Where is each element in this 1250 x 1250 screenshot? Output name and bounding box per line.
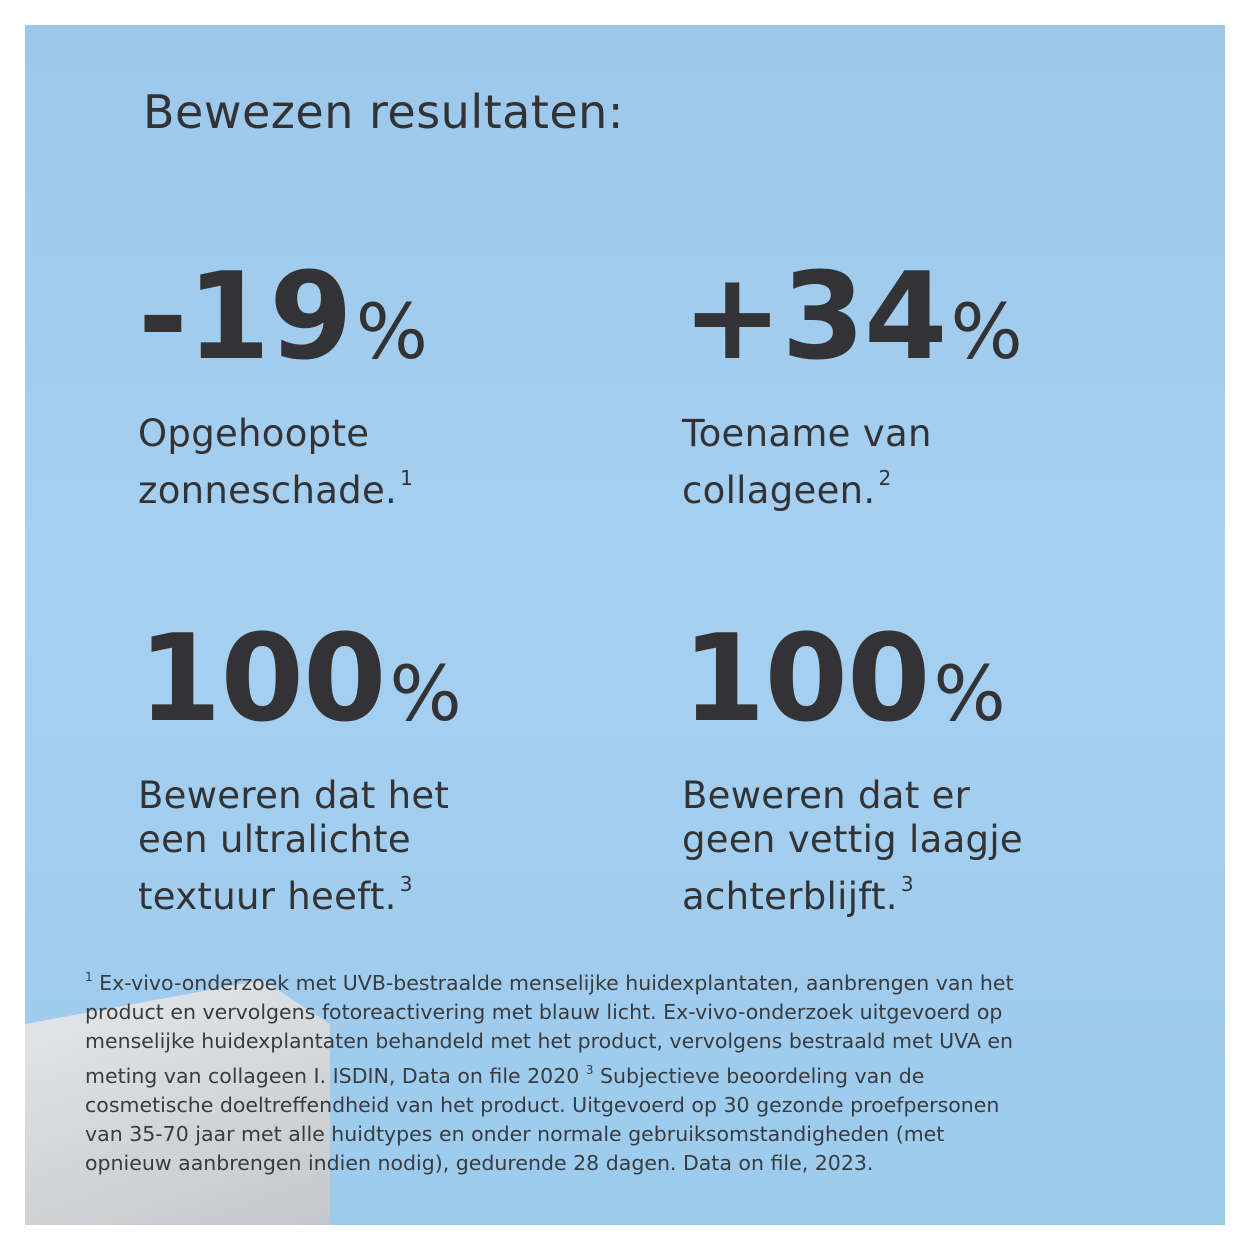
- stat-value: [682, 610, 1023, 749]
- stat-description-line: Beweren dat er: [682, 774, 971, 817]
- stat-description: [682, 412, 1023, 513]
- stat-accumulated-sun-damage: [138, 248, 429, 513]
- footnote-line: Subjectieve beoordeling van de: [593, 1064, 925, 1088]
- stat-value: [682, 248, 1023, 387]
- footnote-line: opnieuw aanbrengen indien nodig), gedurende 28 dagen. Data on file, 2023.: [85, 1151, 874, 1175]
- stat-description-line: collageen.: [682, 469, 876, 512]
- page-title: Bewezen resultaten:: [143, 85, 624, 139]
- stat-description-line: geen vettig laagje: [682, 818, 1023, 861]
- stat-ultralight-texture: [138, 610, 462, 919]
- stat-number: 100: [138, 610, 386, 749]
- footnote-ref: 3: [900, 872, 914, 896]
- infographic-panel: [25, 25, 1225, 1225]
- stat-description-line: zonneschade.: [138, 469, 398, 512]
- footnote-ref: 3: [399, 872, 413, 896]
- footnote-line: menselijke huidexplantaten behandeld met het product, vervolgens bestraald met UVA en: [85, 1029, 1013, 1053]
- stat-value: [138, 610, 462, 749]
- stat-description: [682, 774, 1023, 919]
- stat-description-line: Beweren dat het: [138, 774, 450, 817]
- stat-unit: %: [933, 649, 1006, 738]
- stat-no-greasy-layer: [682, 610, 1023, 919]
- stat-number: -19: [138, 248, 352, 387]
- footnote-marker: 3: [585, 1063, 594, 1077]
- stat-unit: %: [355, 287, 429, 376]
- stat-number: +34: [682, 248, 947, 387]
- stat-description: [138, 774, 462, 919]
- stat-description-line: Opgehoopte: [138, 412, 370, 455]
- footnote-ref: 1: [400, 466, 414, 490]
- stat-description-line: textuur heeft.: [138, 875, 397, 918]
- footnotes: [85, 963, 1175, 1178]
- stat-description-line: Toename van: [682, 412, 932, 455]
- footnote-line: van 35-70 jaar met alle huidtypes en onder normale gebruiksomstandigheden (met: [85, 1122, 945, 1146]
- footnote-marker: 1: [85, 970, 93, 984]
- footnote-ref: 2: [878, 466, 892, 490]
- stat-value: [138, 248, 429, 387]
- stat-collagen-increase: [682, 248, 1023, 513]
- stat-unit: %: [389, 649, 462, 738]
- stat-description: [138, 412, 428, 513]
- stat-number: 100: [682, 610, 930, 749]
- footnote-line: meting van collageen I. ISDIN, Data on file 2020: [85, 1064, 586, 1088]
- stat-unit: %: [950, 287, 1023, 376]
- footnote-line: Ex-vivo-onderzoek met UVB-bestraalde menselijke huidexplantaten, aanbrengen van het: [99, 971, 1014, 995]
- stat-description-line: achterblijft.: [682, 875, 898, 918]
- footnote-line: product en vervolgens fotoreactivering met blauw licht. Ex-vivo-onderzoek uitgevoerd op: [85, 1000, 1003, 1024]
- stat-description-line: een ultralichte: [138, 818, 411, 861]
- footnote-line: cosmetische doeltreffendheid van het product. Uitgevoerd op 30 gezonde proefpersonen: [85, 1093, 1000, 1117]
